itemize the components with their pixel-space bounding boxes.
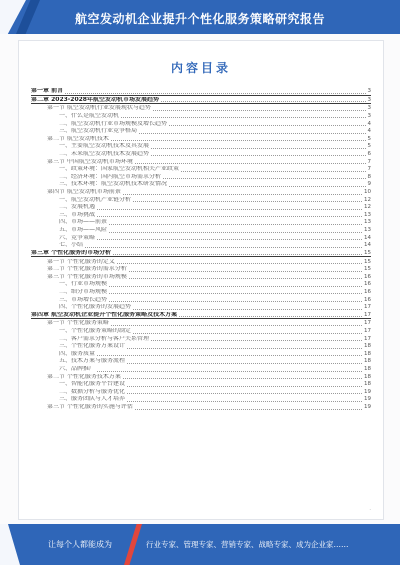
toc-entry-page: 6 bbox=[367, 150, 371, 157]
toc-entry-label: 第三章 个性化服务的市场分析 bbox=[31, 249, 112, 256]
toc-leader-dots bbox=[85, 247, 362, 248]
toc-entry-label: 三、市场挑战 bbox=[59, 211, 96, 218]
toc-leader-dots bbox=[163, 178, 365, 179]
toc-entry[interactable] bbox=[31, 157, 371, 165]
toc-entry[interactable] bbox=[31, 173, 371, 181]
toc-entry-label: 第二节 个性化服务的需求分析 bbox=[47, 266, 127, 273]
toc-entry-label: 六、品牌推广 bbox=[59, 366, 96, 373]
toc-leader-dots bbox=[127, 401, 362, 402]
toc-entry[interactable] bbox=[31, 403, 371, 411]
toc-entry-label: 二、航空发动机行业市场规模及增长趋势 bbox=[59, 120, 168, 127]
toc-leader-dots bbox=[153, 110, 366, 111]
toc-entry[interactable] bbox=[31, 241, 371, 249]
toc-leader-dots bbox=[111, 325, 362, 326]
toc-entry[interactable] bbox=[31, 373, 371, 381]
toc-entry-label: 六、竞争策略 bbox=[59, 234, 96, 241]
toc-entry-page: 16 bbox=[364, 288, 371, 295]
document-title: 航空发动机企业提升个性化服务策略研究报告 bbox=[74, 12, 325, 26]
toc-entry[interactable] bbox=[31, 327, 371, 335]
toc-entry-page: 7 bbox=[367, 158, 371, 165]
footer-bar bbox=[0, 524, 400, 565]
toc-leader-dots bbox=[109, 232, 362, 233]
toc-heading: 内容目录 bbox=[170, 61, 231, 75]
toc-entry-page: 18 bbox=[364, 381, 371, 388]
toc-entry-label: 二、发展机遇 bbox=[59, 204, 96, 211]
toc-entry-label: 一、主要航空发动机技术及其发展 bbox=[59, 143, 150, 150]
toc-entry-page: 5 bbox=[367, 143, 371, 150]
toc-leader-dots bbox=[169, 186, 365, 187]
toc-entry[interactable] bbox=[31, 288, 371, 296]
toc-entry-label: 一、行业市场规模 bbox=[59, 281, 108, 288]
toc-leader-dots bbox=[123, 194, 362, 195]
toc-entry-label: 二、客户需求分析与客户关系管理 bbox=[59, 335, 150, 342]
toc-entry-label: 第一节 航空发动机行业发展现状与趋势 bbox=[47, 105, 151, 112]
toc-entry-label: 第三节 个性化服务的实施与评估 bbox=[47, 404, 133, 411]
toc-entry[interactable] bbox=[31, 234, 371, 242]
toc-entry-page: 9 bbox=[367, 181, 371, 188]
toc-entry-page: 13 bbox=[364, 227, 371, 234]
toc-entry-page: 17 bbox=[364, 304, 371, 311]
toc-entry[interactable] bbox=[31, 380, 371, 388]
toc-entry-label: 第一章 前言 bbox=[31, 88, 64, 95]
toc-leader-dots bbox=[117, 263, 362, 264]
toc-leader-dots bbox=[111, 140, 366, 141]
toc-entry-page: 18 bbox=[364, 366, 371, 373]
toc-entry-label: 第四章 航空发动机企业提升个性化服务策略及技术方案 bbox=[31, 311, 178, 318]
toc-entry[interactable] bbox=[31, 280, 371, 288]
toc-entry-label: 第二节 个性化服务技术方案 bbox=[47, 373, 121, 380]
toc-entry-label: 五、市场——风险 bbox=[59, 227, 108, 234]
toc-entry[interactable] bbox=[31, 365, 371, 373]
toc-entry-label: 三、技术环境：航空发动机技术研发情况 bbox=[59, 181, 168, 188]
toc-entry-label: 一、什么是航空发动机 bbox=[59, 112, 120, 119]
toc-entry-page: 18 bbox=[364, 343, 371, 350]
toc-entry-page: 8 bbox=[367, 173, 371, 180]
document-sheet bbox=[18, 40, 384, 520]
toc-leader-dots bbox=[181, 171, 365, 172]
toc-leader-dots bbox=[133, 333, 362, 334]
toc-entry-label: 三、个性化服务方案设计 bbox=[59, 343, 126, 350]
toc-entry-label: 七、小结 bbox=[59, 242, 84, 249]
toc-leader-dots bbox=[97, 209, 362, 210]
toc-leader-dots bbox=[135, 163, 366, 164]
toc-leader-dots bbox=[127, 363, 362, 364]
toc-entry-label: 二、数据分析与服务优化 bbox=[59, 388, 126, 395]
toc-entry-label: 第二章 2023-2028年航空发动机市场发展趋势 bbox=[31, 96, 159, 103]
toc-entry-page: 15 bbox=[364, 249, 371, 256]
toc-entry-label: 第一节 个性化服务策略 bbox=[47, 320, 109, 327]
toc-entry-page: 18 bbox=[364, 350, 371, 357]
toc-entry[interactable] bbox=[31, 127, 371, 135]
toc-entry-page: 14 bbox=[364, 234, 371, 241]
toc-entry[interactable] bbox=[31, 395, 371, 403]
toc-entry-label: 一、航空发动机产业链分析 bbox=[59, 196, 132, 203]
toc-entry-page: 17 bbox=[364, 328, 371, 334]
toc-entry[interactable] bbox=[31, 142, 371, 150]
toc-leader-dots bbox=[129, 271, 362, 272]
toc-entry[interactable] bbox=[31, 165, 371, 173]
toc-leader-dots bbox=[151, 340, 362, 341]
toc-entry-page: 18 bbox=[364, 358, 371, 365]
toc-entry[interactable] bbox=[31, 180, 371, 188]
toc-entry[interactable] bbox=[31, 350, 371, 358]
toc-entry-label: 一、个性化服务策略的制定 bbox=[59, 328, 132, 334]
toc-entry-page: 3 bbox=[367, 88, 371, 95]
toc-entry-page: 19 bbox=[364, 388, 371, 395]
footer-slogan: 让每个人都能成为 bbox=[48, 540, 112, 549]
toc-leader-dots bbox=[109, 301, 362, 302]
toc-entry-page: 13 bbox=[364, 211, 371, 218]
toc-leader-dots bbox=[151, 148, 365, 149]
toc-entry[interactable] bbox=[31, 342, 371, 350]
toc-entry-page: 19 bbox=[364, 396, 371, 403]
toc-leader-dots bbox=[169, 125, 365, 126]
header-banner bbox=[0, 0, 400, 34]
toc-entry-label: 第三节 个性化服务的市场规模 bbox=[47, 273, 127, 280]
toc-entry[interactable] bbox=[31, 196, 371, 204]
toc-entry-label: 二、细分市场规模 bbox=[59, 288, 108, 295]
toc-entry-page: 3 bbox=[367, 112, 371, 119]
toc-entry-page: 18 bbox=[364, 373, 371, 380]
toc-entry[interactable] bbox=[31, 226, 371, 234]
toc-entry-page: 15 bbox=[364, 266, 371, 273]
toc-entry-label: 三、服务团队与人才培养 bbox=[59, 396, 126, 403]
footer-accent-shape bbox=[0, 524, 20, 565]
toc-entry[interactable] bbox=[31, 335, 371, 343]
table-of-contents bbox=[31, 87, 371, 411]
toc-leader-dots bbox=[161, 101, 366, 102]
toc-entry[interactable] bbox=[31, 211, 371, 219]
toc-leader-dots bbox=[127, 386, 362, 387]
toc-entry-label: 二、经济环境：国内航空市场需求分析 bbox=[59, 173, 162, 180]
toc-leader-dots bbox=[127, 348, 362, 349]
toc-entry-page: 14 bbox=[364, 242, 371, 249]
toc-leader-dots bbox=[65, 93, 365, 94]
toc-entry[interactable] bbox=[31, 119, 371, 127]
toc-entry[interactable] bbox=[31, 218, 371, 226]
toc-entry-page: 5 bbox=[367, 135, 371, 142]
toc-entry-page: 12 bbox=[364, 196, 371, 203]
toc-leader-dots bbox=[139, 133, 365, 134]
toc-leader-dots bbox=[133, 201, 362, 202]
toc-entry-label: 第一节 个性化服务的定义 bbox=[47, 258, 115, 265]
toc-leader-dots bbox=[133, 309, 362, 310]
toc-entry[interactable] bbox=[31, 311, 371, 320]
toc-entry-label: 一、智能化服务平台建设 bbox=[59, 381, 126, 388]
toc-entry-page: 7 bbox=[367, 166, 371, 173]
toc-leader-dots bbox=[109, 224, 362, 225]
footer-tags: 行业专家、管理专家、营销专家、战略专家、成为企业家…… bbox=[146, 540, 349, 549]
toc-leader-dots bbox=[97, 371, 362, 372]
toc-entry[interactable] bbox=[31, 273, 371, 281]
toc-entry-page: 16 bbox=[364, 296, 371, 303]
toc-entry[interactable] bbox=[31, 135, 371, 143]
toc-entry-label: 四、个性化服务的发展趋势 bbox=[59, 304, 132, 311]
toc-entry[interactable] bbox=[31, 388, 371, 396]
toc-entry-page: 15 bbox=[364, 258, 371, 265]
toc-leader-dots bbox=[109, 286, 362, 287]
toc-entry-label: 第三节 中国航空发动机市场环境 bbox=[47, 158, 133, 165]
toc-entry[interactable] bbox=[31, 96, 371, 105]
toc-entry-page: 17 bbox=[364, 320, 371, 327]
toc-entry[interactable] bbox=[31, 265, 371, 273]
toc-entry-page: 3 bbox=[367, 105, 371, 112]
toc-leader-dots bbox=[97, 355, 362, 356]
toc-leader-dots bbox=[97, 239, 362, 240]
toc-leader-dots bbox=[121, 117, 365, 118]
toc-entry-page: 19 bbox=[364, 404, 371, 411]
toc-entry-page: 17 bbox=[364, 311, 371, 318]
toc-leader-dots bbox=[113, 254, 362, 255]
toc-entry-page: 17 bbox=[364, 335, 371, 342]
toc-entry[interactable] bbox=[31, 257, 371, 265]
toc-entry-page: 10 bbox=[364, 189, 371, 196]
toc-entry[interactable] bbox=[31, 319, 371, 327]
toc-leader-dots bbox=[179, 316, 362, 317]
toc-entry[interactable] bbox=[31, 357, 371, 365]
toc-leader-dots bbox=[97, 216, 362, 217]
toc-entry-page: 16 bbox=[364, 281, 371, 288]
footer-red-divider bbox=[124, 524, 142, 565]
toc-entry-page: 12 bbox=[364, 204, 371, 211]
toc-entry[interactable] bbox=[31, 249, 371, 258]
toc-leader-dots bbox=[135, 409, 362, 410]
toc-leader-dots bbox=[109, 293, 362, 294]
toc-entry[interactable] bbox=[31, 295, 371, 303]
toc-entry[interactable] bbox=[31, 104, 371, 112]
toc-entry-label: 一、政策环境：国家航空发动机相关产业政策 bbox=[59, 166, 180, 173]
toc-entry[interactable] bbox=[31, 188, 371, 196]
toc-entry[interactable] bbox=[31, 303, 371, 311]
toc-leader-dots bbox=[151, 155, 365, 156]
toc-entry-page: 4 bbox=[367, 120, 371, 127]
toc-entry-label: 四、服务质量 bbox=[59, 350, 96, 357]
toc-entry[interactable] bbox=[31, 150, 371, 158]
toc-leader-dots bbox=[129, 278, 362, 279]
toc-entry-label: 第四节 航空发动机市场前景 bbox=[47, 189, 121, 196]
toc-entry-label: 五、技术方案与服务流程 bbox=[59, 358, 126, 365]
toc-entry-page: 3 bbox=[367, 96, 371, 103]
page-marker: · bbox=[369, 507, 371, 513]
toc-entry-page: 16 bbox=[364, 273, 371, 280]
toc-entry-label: 二、未来航空发动机技术发展趋势 bbox=[59, 150, 150, 157]
toc-entry-label: 三、航空发动机行业竞争格局 bbox=[59, 128, 138, 135]
toc-entry-page: 4 bbox=[367, 128, 371, 135]
toc-entry[interactable] bbox=[31, 203, 371, 211]
toc-entry-label: 三、市场增长趋势 bbox=[59, 296, 108, 303]
toc-entry[interactable] bbox=[31, 112, 371, 120]
toc-entry-label: 四、市场——前景 bbox=[59, 219, 108, 226]
toc-leader-dots bbox=[123, 378, 362, 379]
toc-entry[interactable] bbox=[31, 87, 371, 96]
toc-leader-dots bbox=[127, 393, 362, 394]
toc-entry-page: 13 bbox=[364, 219, 371, 226]
toc-entry-label: 第二节 航空发动机技术 bbox=[47, 135, 109, 142]
